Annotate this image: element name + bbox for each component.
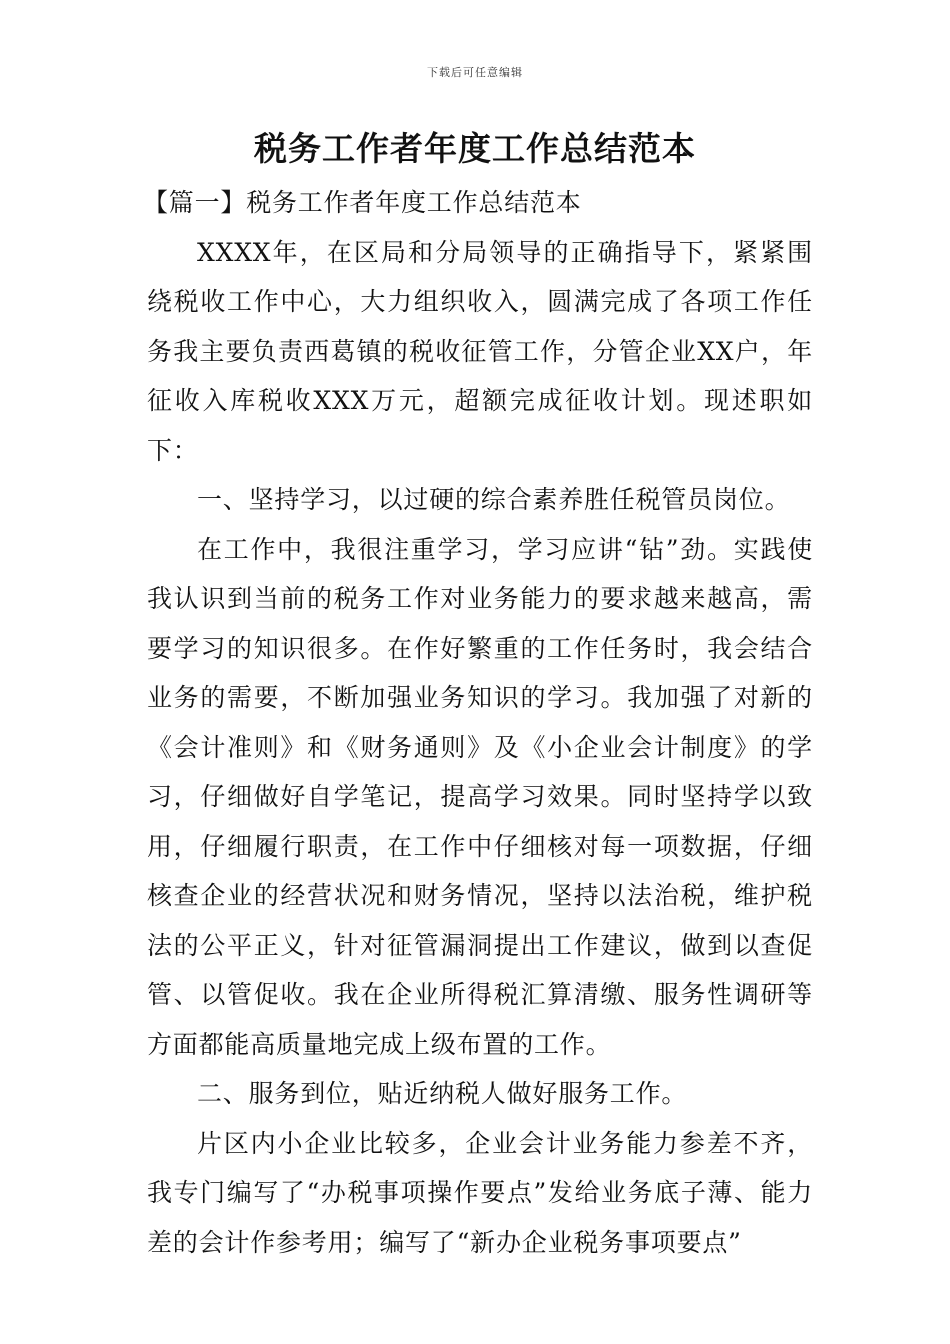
document-body (143, 178, 813, 1267)
heading-section-two: 二、服务到位，贴近纳税人做好服务工作。 (197, 1079, 688, 1108)
document-title: 税务工作者年度工作总结范本 (254, 129, 696, 168)
section-label: 【篇一】税务工作者年度工作总结范本 (143, 188, 582, 217)
paragraph-study: 在工作中，我很注重学习，学习应讲“钻”劲。实践使我认识到当前的税务工作对业务能力的要求越来越高，需要学习的知识很多。在作好繁重的工作任务时，我会结合业务的需要，不断加强业务知识的学习。我加强了对新的《会计准则》和《财务通则》及《小企业会计制度》的学习，仔细做好自学笔记，提高学习效果。同时坚持学以致用，仔细履行职责，在工作中仔细核对每一项数据，仔细核查企业的经营状况和财务情况，坚持以法治税，维护税法的公平正义，针对征管漏洞提出工作建议，做到以查促管、以管促收。我在企业所得税汇算清缴、服务性调研等方面都能高质量地完成上级布置的工作。 (147, 534, 813, 1059)
paragraph-intro: XXXX年，在区局和分局领导的正确指导下，紧紧围绕税收工作中心，大力组织收入，圆满完成了各项工作任务我主要负责西葛镇的税收征管工作，分管企业XX户，年征收入库税收XXX万元，超额完成征收计划。现述职如下： (147, 237, 813, 465)
download-note: 下载后可任意编辑 (427, 66, 523, 79)
paragraph-service: 片区内小企业比较多，企业会计业务能力参差不齐，我专门编写了“办税事项操作要点”发给业务底子薄、能力差的会计作参考用；编写了“新办企业税务事项要点” (147, 1128, 813, 1257)
heading-section-one: 一、坚持学习，以过硬的综合素养胜任税管员岗位。 (197, 485, 791, 514)
